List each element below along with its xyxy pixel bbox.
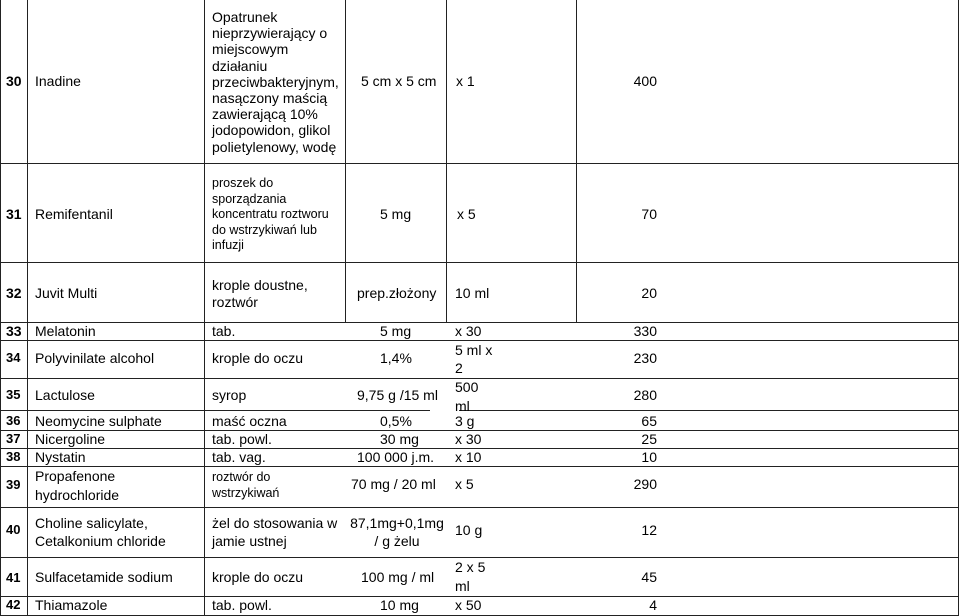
pack-size: x 30 xyxy=(455,323,482,339)
drug-strength: 5 mg xyxy=(380,323,412,339)
row-number: 34 xyxy=(6,350,21,365)
quantity: 400 xyxy=(633,73,657,89)
drug-form: tab. vag. xyxy=(212,449,266,465)
drug-strength: 1,4% xyxy=(380,350,412,366)
row-divider xyxy=(459,410,959,411)
quantity: 230 xyxy=(633,350,657,366)
row-number: 33 xyxy=(6,323,22,339)
drug-name: Choline salicylate, Cetalkonium chloride xyxy=(35,515,166,549)
quantity: 330 xyxy=(633,323,657,339)
drug-form: roztwór do wstrzykiwań xyxy=(212,470,280,500)
drug-strength: 100 000 j.m. xyxy=(357,449,435,465)
quantity: 12 xyxy=(641,522,657,538)
drug-name: Neomycine sulphate xyxy=(35,413,162,429)
row-number: 37 xyxy=(6,431,21,446)
quantity: 20 xyxy=(641,285,657,301)
pack-size: x 5 xyxy=(457,206,476,222)
drug-form: krople doustne, roztwór xyxy=(212,277,308,310)
pack-size: x 10 xyxy=(455,449,482,465)
drug-form: krople do oczu xyxy=(212,569,304,585)
row-divider xyxy=(0,410,430,411)
drug-name: Sulfacetamide sodium xyxy=(35,569,173,585)
row-number: 41 xyxy=(6,570,21,585)
pack-size: 10 ml xyxy=(455,285,490,301)
drug-name: Remifentanil xyxy=(35,206,113,222)
row-divider xyxy=(0,262,959,263)
quantity: 4 xyxy=(649,597,657,613)
drug-strength: 5 mg xyxy=(380,206,412,222)
drug-strength: 0,5% xyxy=(380,413,412,429)
drug-form: tab. xyxy=(212,323,236,339)
quantity: 10 xyxy=(641,449,657,465)
table-border-left xyxy=(0,0,1,616)
pack-size: x 50 xyxy=(455,597,482,613)
drug-form: proszek do sporządzania koncentratu roztworu do wstrzykiwań lub infuzji xyxy=(212,176,329,252)
row-divider xyxy=(0,378,959,379)
row-number: 35 xyxy=(6,387,21,402)
pack-size: 3 g xyxy=(455,413,475,429)
quantity: 290 xyxy=(633,476,657,492)
drug-form: tab. powl. xyxy=(212,431,272,447)
drug-name: Melatonin xyxy=(35,323,96,339)
row-number: 36 xyxy=(6,413,21,428)
pack-size: x 30 xyxy=(455,431,482,447)
column-divider xyxy=(446,0,447,323)
quantity: 45 xyxy=(641,569,657,585)
row-divider xyxy=(0,466,959,467)
row-number: 32 xyxy=(6,285,22,301)
drug-form: krople do oczu xyxy=(212,350,304,366)
drug-strength: 10 mg xyxy=(380,597,419,613)
drug-strength: 100 mg / ml xyxy=(361,569,435,585)
row-divider xyxy=(0,507,959,508)
drug-strength: prep.złożony xyxy=(357,285,437,301)
drug-strength: 70 mg / 20 ml xyxy=(351,476,436,492)
pack-size: 500 ml xyxy=(455,379,479,414)
drug-strength: 87,1mg+0,1mg / g żelu xyxy=(350,515,444,549)
drug-name: Nicergoline xyxy=(35,431,106,447)
row-number: 39 xyxy=(6,477,21,492)
drug-strength: 5 cm x 5 cm xyxy=(361,73,437,89)
pack-size: 5 ml x 2 xyxy=(455,342,493,376)
column-divider xyxy=(204,0,205,616)
quantity: 65 xyxy=(641,413,657,429)
drug-form: Opatrunek nieprzywierający o miejscowym działaniu przeciwbakteryjnym, nasączony maścią zawierającą 10% jodopowidon, glikol polietylenowy, wodę xyxy=(212,9,339,155)
drug-name: Inadine xyxy=(35,73,81,89)
drug-form: żel do stosowania w jamie ustnej xyxy=(212,515,338,549)
row-number: 40 xyxy=(6,522,21,537)
row-number: 42 xyxy=(6,597,21,612)
drug-form: tab. powl. xyxy=(212,597,272,613)
pack-size: 10 g xyxy=(455,522,483,538)
drug-name: Propafenone hydrochloride xyxy=(35,468,120,503)
drug-name: Polyvinilate alcohol xyxy=(35,350,155,366)
row-number: 30 xyxy=(6,73,22,89)
row-number: 38 xyxy=(6,449,21,464)
drug-strength: 9,75 g /15 ml xyxy=(357,387,438,403)
row-divider xyxy=(0,163,959,164)
drug-name: Nystatin xyxy=(35,449,86,465)
pack-size: x 1 xyxy=(456,73,475,89)
quantity: 70 xyxy=(641,206,657,222)
drug-name: Juvit Multi xyxy=(35,285,98,301)
column-divider xyxy=(345,0,346,323)
drug-form: syrop xyxy=(212,387,247,403)
column-divider xyxy=(576,0,577,323)
column-divider xyxy=(27,0,28,616)
quantity: 25 xyxy=(641,431,657,447)
row-number: 31 xyxy=(6,206,22,222)
pack-size: 2 x 5 ml xyxy=(455,559,486,594)
drug-strength: 30 mg xyxy=(380,431,419,447)
drug-name: Thiamazole xyxy=(35,597,108,613)
quantity: 280 xyxy=(633,387,657,403)
drug-form: maść oczna xyxy=(212,413,287,429)
pack-size: x 5 xyxy=(455,476,474,492)
drug-name: Lactulose xyxy=(35,387,95,403)
